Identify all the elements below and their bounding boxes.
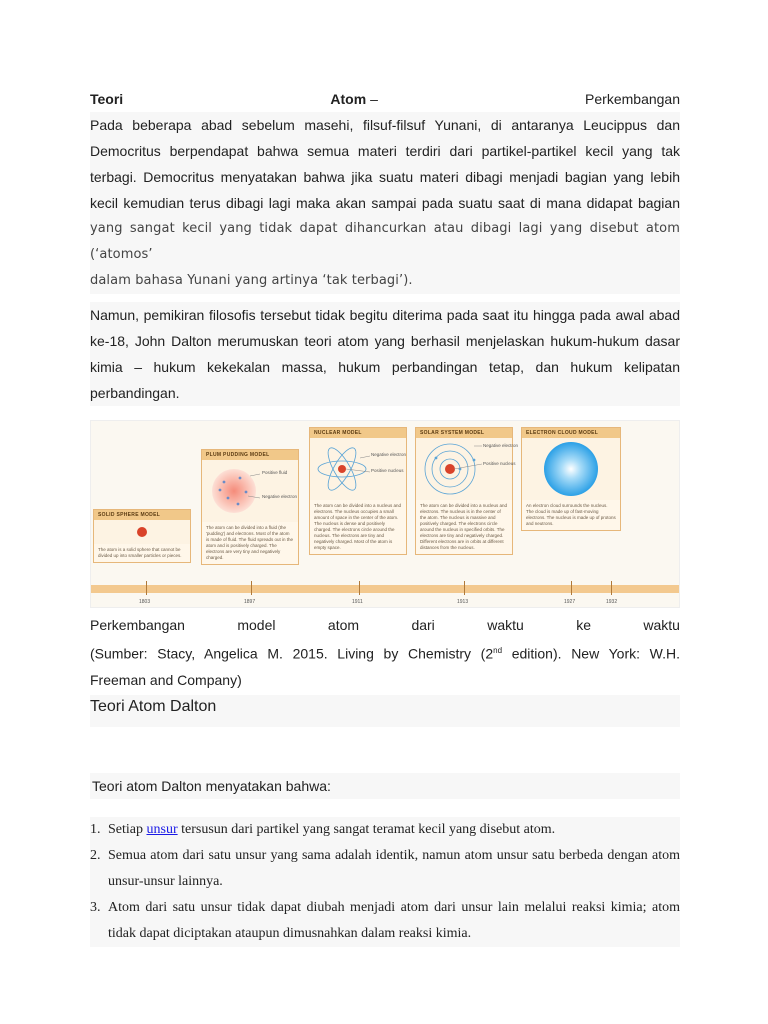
model-card-electron-cloud [521, 427, 621, 531]
year-label: 1911 [352, 599, 363, 605]
model-description: The atom is a solid sphere that cannot be divided up into smaller particles or pieces. [98, 547, 182, 558]
list-item: 3. Atom dari satu unsur tidak dapat diubah menjadi atom dari unsur lain melalui reaksi kimia; atom tidak dapat diciptakan ataupun dimusnahkan dalam reaksi kimia. [90, 899, 680, 941]
model-card-nuclear [309, 427, 407, 555]
model-title: NUCLEAR MODEL [310, 428, 406, 438]
paragraph-1 [90, 112, 680, 294]
year-label: 1927 [564, 599, 576, 605]
atom-models-figure [90, 420, 680, 608]
model-description: The atom can be divided into a nucleus and electrons. The nucleus is in the center of the atom. The nucleus is massive and positively charged. The electrons circle around the nucleus in specified orbits. The electrons are tiny and negatively charged. Different electrons are in orbits at different distances from the nucleus. [420, 503, 508, 550]
model-title: ELECTRON CLOUD MODEL [522, 428, 620, 438]
year-label: 1803 [139, 599, 151, 605]
model-card-solid-sphere [93, 509, 191, 563]
paragraph-line: kimia – hukum kekekalan massa, hukum perbandingan tetap, dan hukum kelipatan [90, 359, 680, 375]
dalton-intro: Teori atom Dalton menyatakan bahwa: [90, 773, 680, 799]
paragraph-line: terbagi. Democritus menyatakan bahwa jika suatu materi dibagi menjadi bagian yang lebih [90, 169, 680, 185]
label-negative-electron: Negative electron [262, 494, 298, 499]
solid-sphere-illustration [94, 520, 190, 544]
model-description: An electron cloud surrounds the nucleus. The cloud is made up of fast-moving electrons. The nucleus is made up of protons and neutrons. [526, 503, 616, 526]
model-title: SOLID SPHERE MODEL [94, 510, 190, 520]
model-title: PLUM PUDDING MODEL [202, 450, 298, 460]
timeline-bar [91, 585, 679, 593]
year-label: 1913 [457, 599, 469, 605]
list-item: 2. Semua atom dari satu unsur yang sama adalah identik, namun atom unsur satu berbeda dengan atom unsur-unsur lainnya. [90, 847, 680, 889]
paragraph-line: yang sangat kecil yang tidak dapat dihancurkan atau dibagi lagi yang disebut atom (‘atomos’ [90, 221, 680, 262]
model-description: The atom can be divided into a fluid (the 'pudding') and electrons. Most of the atom is made of fluid. The fluid spreads out in the atom and is positively charged. The electrons are very tiny and negatively charged. [206, 525, 293, 560]
dalton-postulates-list [90, 817, 680, 947]
year-label: 1897 [244, 599, 256, 605]
paragraph-line: perbandingan. [90, 385, 180, 401]
section-heading-dalton: Teori Atom Dalton [90, 695, 680, 727]
model-title: SOLAR SYSTEM MODEL [416, 428, 512, 438]
figure-caption: Perkembangan model atom dari waktu ke waktu (Sumber: Stacy, Angelica M. 2015. Living by Chemistry (2nd edition). New York: W.H. Freeman and Company) [90, 617, 681, 688]
model-card-solar-system [415, 427, 519, 555]
nuclear-model-illustration [310, 438, 406, 500]
title-word-teori: Teori [90, 91, 124, 107]
paragraph-line: dalam bahasa Yunani yang artinya ‘tak terbagi’). [90, 273, 413, 288]
list-item: 1. Setiap unsur tersusun dari partikel yang sangat teramat kecil yang disebut atom. [90, 821, 556, 837]
paragraph-line: kecil kemudian terus dibagi lagi maka akan sampai pada suatu saat di mana didapat bagian [90, 195, 680, 211]
plum-pudding-illustration [202, 460, 298, 522]
year-label: 1932 [606, 599, 618, 605]
electron-cloud-illustration [522, 438, 620, 500]
paragraph-line: Namun, pemikiran filosofis tersebut tidak begitu diterima pada saat itu hingga pada awal abad [90, 307, 680, 323]
paragraph-line: ke-18, John Dalton merumuskan teori atom yang berhasil menjelaskan hukum-hukum dasar [90, 333, 680, 349]
paragraph-line: Democritus berpendapat bahwa semua materi terdiri dari partikel-partikel kecil yang tak [90, 143, 680, 159]
paragraph-2 [90, 302, 680, 406]
title-word-perkembangan: Perkembangan [585, 91, 680, 107]
model-description: The atom can be divided into a nucleus and electrons. The nucleus occupies a small amount of space in the center of the atom. The nucleus is dense and positively charged. The electrons circle around the nucleus. The electrons are tiny and negatively charged. Most of the atom is empty space. [314, 503, 402, 550]
paragraph-line: Pada beberapa abad sebelum masehi, filsuf-filsuf Yunani, di antaranya Leucippus dan [90, 117, 680, 133]
title-line [90, 86, 680, 112]
label-positive-nucleus: Positive nucleus [483, 461, 516, 466]
model-card-plum-pudding [201, 449, 299, 565]
label-positive-fluid: Positive fluid [262, 470, 288, 475]
label-negative-electron: Negative electron [371, 452, 407, 457]
unsur-link[interactable]: unsur [146, 821, 178, 837]
label-negative-electron: Negative electron [483, 443, 519, 448]
title-center: Atom – [330, 91, 378, 107]
document-page [90, 86, 680, 961]
solar-system-illustration [416, 438, 519, 500]
label-positive-nucleus: Positive nucleus [371, 468, 404, 473]
